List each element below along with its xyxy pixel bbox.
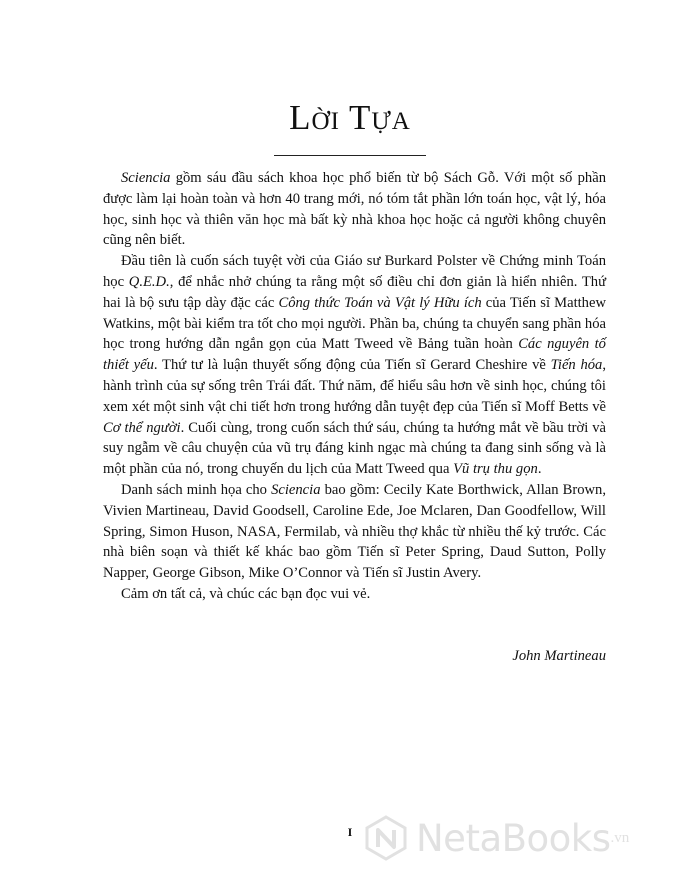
page-title: Lời Tựa [289,98,411,137]
watermark-brand: NetaBooks [416,816,611,860]
paragraph-text: Cảm ơn tất cả, và chúc các bạn đọc vui vẻ. [121,585,371,602]
paragraph-text: , để nhắc nhở chúng ta rằng một số điều chỉ đơn giản là hiển nhiên. Thứ hai là bộ sưu tập dày đặc các [103,273,606,311]
italic-title-text: Công thức Toán và Vật lý Hữu ích [278,294,482,311]
watermark [362,808,629,868]
italic-title-text: Sciencia [121,170,171,186]
italic-title-text: Cơ thể người [103,419,181,436]
paragraph [103,480,606,584]
watermark-suffix: .vn [610,829,630,846]
preface-body [103,168,606,605]
netabooks-logo-icon [362,814,410,862]
paragraph-text: . [537,461,542,478]
paragraph-text: . Thứ tư là luận thuyết sống động của Tiến sĩ Gerard Cheshire về [153,357,551,374]
paragraph [103,584,606,605]
paragraph [103,251,606,480]
italic-title-text: Tiến hóa [550,357,603,374]
page-number: I [347,825,353,839]
title-underline [274,155,426,156]
italic-title-text: Các nguyên tố thiết yếu [103,336,606,374]
paragraph [103,168,606,251]
paragraph-text: bao gồm: Cecily Kate Borthwick, Allan Brown, Vivien Martineau, David Goodsell, Caroline Ede, Joe Mclaren, Dan Goodfellow, Will Spring, Simon Huson, NASA, Fermilab, và nhiều thợ khắc từ nhiều thế kỷ trước. Các nhà biên soạn và thiết kế khác bao gồm Tiến sĩ Peter Spring, Daud Sutton, Polly Napper, George Gibson, Mike O’Connor và Tiến sĩ Justin Avery. [103,481,606,582]
paragraph-text: Danh sách minh họa cho [121,481,272,498]
italic-title-text: Sciencia [271,481,321,498]
paragraph-text: , hành trình của sự sống trên Trái đất. Thứ năm, để hiểu sâu hơn về sinh học, chúng tôi xem xét một sinh vật chi tiết hơn trong hướng dẫn tuyệt đẹp của Tiến sĩ Moff Betts về [103,357,606,415]
paragraph-text: Đầu tiên là cuốn sách tuyệt vời của Giáo sư Burkard Polster về Chứng minh Toán học [103,253,606,290]
italic-title-text: Q.E.D. [128,273,170,290]
paragraph-text: . Cuối cùng, trong cuốn sách thứ sáu, chúng ta hướng mắt về bầu trời và suy ngẫm về câu chuyện của vũ trụ đáng kinh ngạc mà chúng ta đang sinh sống và là một phần của nó, trong chuyến du lịch của Matt Tweed qua [103,419,606,478]
paragraph-text: gồm sáu đầu sách khoa học phổ biến từ bộ Sách Gỗ. Với một số phần được làm lại hoàn toàn và hơn 40 trang mới, nó tóm tắt phần lớn toán học, vật lý, hóa học, sinh học và thiên văn học mà bất kỳ nhà khoa học hoặc cả người không chuyên cũng nên biết. [103,170,606,249]
italic-title-text: Vũ trụ thu gọn [453,461,538,478]
paragraph-text: của Tiến sĩ Matthew Watkins, một bài kiểm tra tốt cho mọi người. Phần ba, chúng ta chuyển sang phần hóa học trong hướng dẫn ngắn gọn của Matt Tweed về Bảng tuần hoàn [103,294,606,353]
author-signature: John Martineau [512,648,606,664]
